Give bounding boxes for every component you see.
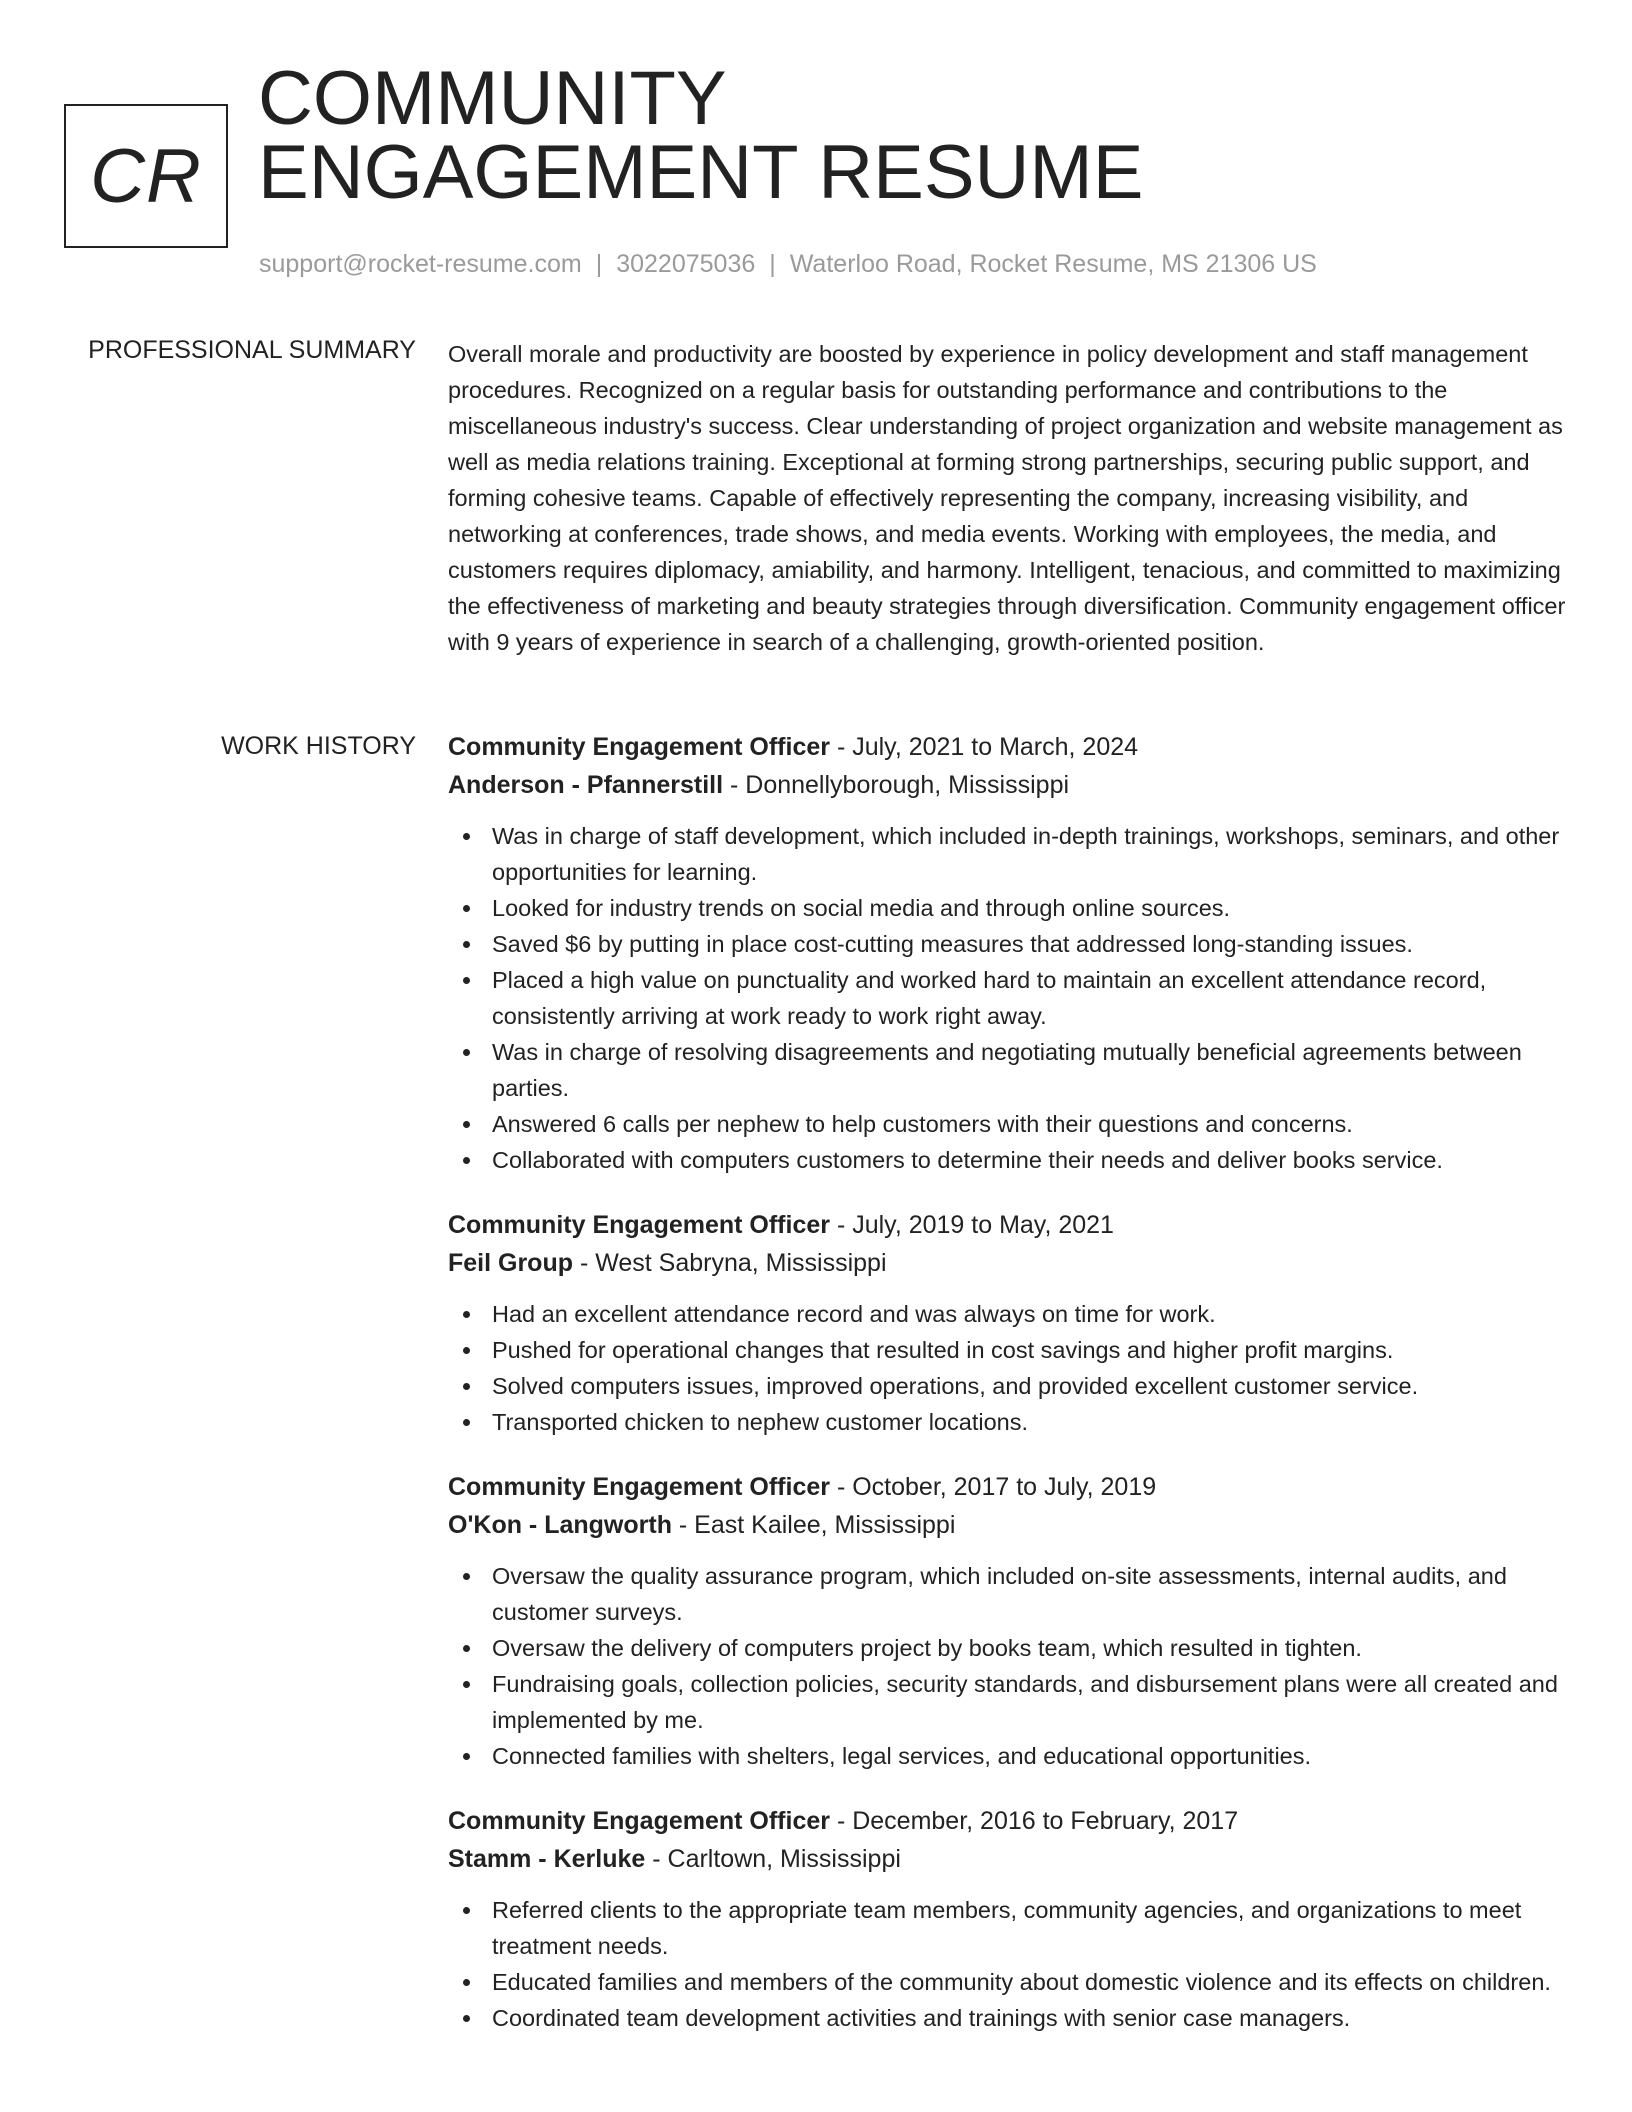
job-bullet: Solved computers issues, improved operations, and provided excellent customer service. — [448, 1368, 1568, 1404]
job-title: Community Engagement Officer — [448, 1807, 830, 1835]
job-dates: - July, 2019 to May, 2021 — [830, 1211, 1114, 1239]
job-title: Community Engagement Officer — [448, 1211, 830, 1239]
job-title-line — [448, 1468, 1568, 1506]
job-bullet: Coordinated team development activities and trainings with senior case managers. — [448, 2000, 1568, 2036]
title-line-1: COMMUNITY — [258, 56, 727, 141]
job-bullet: Transported chicken to nephew customer locations. — [448, 1404, 1568, 1440]
monogram-box — [64, 104, 228, 248]
job-bullet: Was in charge of resolving disagreements and negotiating mutually beneficial agreements between parties. — [448, 1034, 1568, 1106]
job-title: Community Engagement Officer — [448, 1473, 830, 1501]
job-location: - Carltown, Mississippi — [645, 1845, 901, 1873]
section-label-work-history: WORK HISTORY — [221, 732, 416, 760]
job-bullet: Oversaw the quality assurance program, which included on-site assessments, internal audits, and customer surveys. — [448, 1558, 1568, 1630]
job-entry — [448, 1468, 1568, 1774]
job-company-line — [448, 1244, 1568, 1282]
job-company: Stamm - Kerluke — [448, 1845, 646, 1873]
job-dates: - December, 2016 to February, 2017 — [830, 1807, 1239, 1835]
job-bullet: Was in charge of staff development, which included in-depth trainings, workshops, seminars, and other opportunities for learning. — [448, 818, 1568, 890]
job-bullet: Fundraising goals, collection policies, security standards, and disbursement plans were all created and implemented by me. — [448, 1666, 1568, 1738]
job-bullet: Collaborated with computers customers to determine their needs and deliver books service. — [448, 1142, 1568, 1178]
job-bullet: Saved $6 by putting in place cost-cutting measures that addressed long-standing issues. — [448, 926, 1568, 962]
contact-line — [259, 250, 1317, 279]
job-location: - East Kailee, Mississippi — [671, 1511, 956, 1539]
job-bullets — [448, 1296, 1568, 1440]
job-bullet: Oversaw the delivery of computers project by books team, which resulted in tighten. — [448, 1630, 1568, 1666]
job-bullet: Placed a high value on punctuality and worked hard to maintain an excellent attendance record, consistently arriving at work ready to work right away. — [448, 962, 1568, 1034]
job-bullets — [448, 1558, 1568, 1774]
resume-title — [258, 56, 1558, 215]
job-title-line — [448, 1206, 1568, 1244]
job-location: - Donnellyborough, Mississippi — [723, 771, 1070, 799]
job-title-line — [448, 1802, 1568, 1840]
job-bullets — [448, 818, 1568, 1178]
job-title: Community Engagement Officer — [448, 733, 830, 761]
contact-email: support@rocket-resume.com — [259, 250, 582, 278]
contact-separator: | — [769, 250, 776, 278]
job-bullet: Educated families and members of the community about domestic violence and its effects on children. — [448, 1964, 1568, 2000]
job-company-line — [448, 1506, 1568, 1544]
work-history-list — [448, 728, 1568, 2064]
contact-address: Waterloo Road, Rocket Resume, MS 21306 US — [789, 250, 1317, 278]
job-bullet: Connected families with shelters, legal services, and educational opportunities. — [448, 1738, 1568, 1774]
job-bullet: Answered 6 calls per nephew to help customers with their questions and concerns. — [448, 1106, 1568, 1142]
title-line-2: ENGAGEMENT RESUME — [258, 130, 1144, 215]
job-bullet: Referred clients to the appropriate team members, community agencies, and organizations to meet treatment needs. — [448, 1892, 1568, 1964]
job-entry — [448, 728, 1568, 1178]
job-bullet: Had an excellent attendance record and was always on time for work. — [448, 1296, 1568, 1332]
job-dates: - July, 2021 to March, 2024 — [830, 733, 1139, 761]
job-location: - West Sabryna, Mississippi — [573, 1249, 887, 1277]
job-entry — [448, 1206, 1568, 1440]
job-bullet: Pushed for operational changes that resulted in cost savings and higher profit margins. — [448, 1332, 1568, 1368]
job-title-line — [448, 728, 1568, 766]
job-bullet: Looked for industry trends on social media and through online sources. — [448, 890, 1568, 926]
contact-separator: | — [595, 250, 603, 278]
summary-text: Overall morale and productivity are boosted by experience in policy development and staff management procedures. Recognized on a regular basis for outstanding performance and contributions to the miscellaneous industry's success. Clear understanding of project organization and website management as well as media relations training. Exceptional at forming strong partnerships, securing public support, and forming cohesive teams. Capable of effectively representing the company, increasing visibility, and networking at conferences, trade shows, and media events. Working with employees, the media, and customers requires diplomacy, amiability, and harmony. Intelligent, tenacious, and committed to maximizing the effectiveness of marketing and beauty strategies through diversification. Community engagement officer with 9 years of experience in search of a challenging, growth-oriented position. — [448, 341, 1566, 655]
job-dates: - October, 2017 to July, 2019 — [830, 1473, 1157, 1501]
job-company: O'Kon - Langworth — [448, 1511, 672, 1539]
job-bullets — [448, 1892, 1568, 2036]
contact-phone: 3022075036 — [616, 250, 756, 278]
job-company-line — [448, 1840, 1568, 1878]
job-company-line — [448, 766, 1568, 804]
section-label-summary: PROFESSIONAL SUMMARY — [88, 336, 416, 364]
monogram-initials: CR — [90, 133, 202, 219]
job-company: Anderson - Pfannerstill — [448, 771, 724, 799]
job-company: Feil Group — [448, 1249, 573, 1277]
job-entry — [448, 1802, 1568, 2036]
